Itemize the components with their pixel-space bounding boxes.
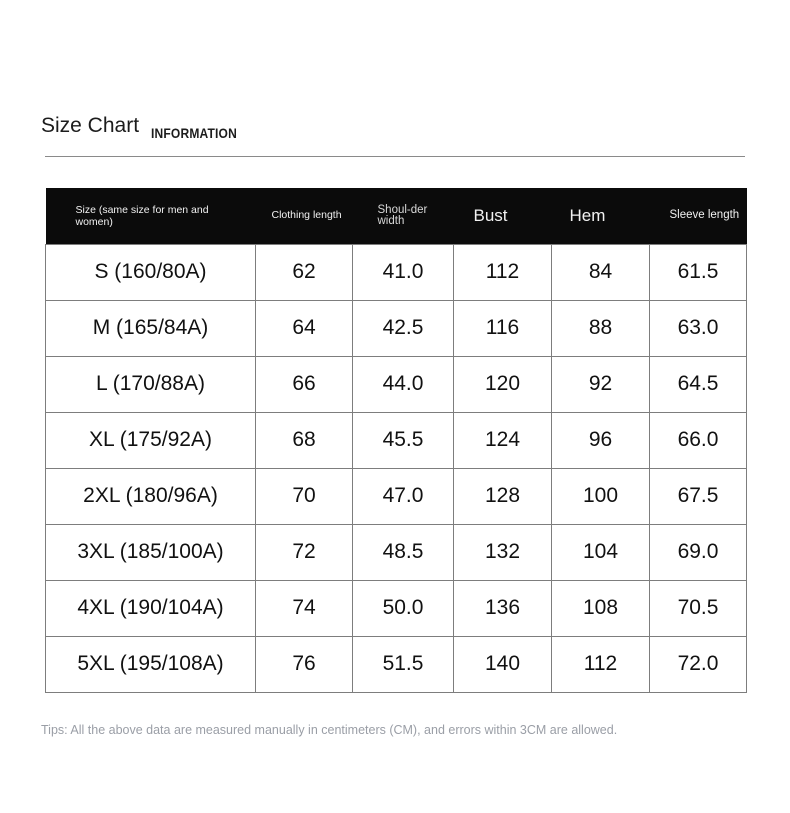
cell-shoulder-width: 51.5	[353, 636, 454, 692]
table-row	[46, 244, 747, 300]
table-row	[46, 356, 747, 412]
cell-shoulder-width: 44.0	[353, 356, 454, 412]
cell-clothing-length: 66	[256, 356, 353, 412]
cell-size: S (160/80A)	[46, 244, 256, 300]
column-header-bust: Bust	[473, 205, 508, 225]
cell-sleeve-length: 63.0	[650, 300, 747, 356]
table-body	[46, 244, 747, 692]
table-row	[46, 468, 747, 524]
page-title: Size Chart	[41, 114, 140, 137]
cell-bust: 116	[454, 300, 552, 356]
cell-shoulder-width: 48.5	[353, 524, 454, 580]
cell-sleeve-length: 64.5	[650, 356, 747, 412]
cell-clothing-length: 74	[256, 580, 353, 636]
title-divider	[45, 156, 745, 157]
column-header-clothing-length: Clothing length	[271, 209, 342, 222]
cell-clothing-length: 64	[256, 300, 353, 356]
cell-shoulder-width: 50.0	[353, 580, 454, 636]
size-table	[45, 188, 747, 693]
cell-bust: 136	[454, 580, 552, 636]
column-header-shoulder-width: Shoul-der width	[377, 203, 428, 227]
page-subtitle: INFORMATION	[151, 125, 237, 141]
column-header-hem: Hem	[569, 205, 606, 225]
table-header	[46, 188, 747, 244]
cell-shoulder-width: 45.5	[353, 412, 454, 468]
cell-clothing-length: 70	[256, 468, 353, 524]
table-row	[46, 580, 747, 636]
cell-hem: 88	[552, 300, 650, 356]
table-row	[46, 636, 747, 692]
cell-bust: 140	[454, 636, 552, 692]
column-header-size: Size (same size for men and women)	[75, 203, 209, 228]
cell-size: 3XL (185/100A)	[46, 524, 256, 580]
cell-hem: 100	[552, 468, 650, 524]
table-row	[46, 300, 747, 356]
cell-size: L (170/88A)	[46, 356, 256, 412]
cell-sleeve-length: 61.5	[650, 244, 747, 300]
cell-sleeve-length: 69.0	[650, 524, 747, 580]
cell-sleeve-length: 70.5	[650, 580, 747, 636]
cell-sleeve-length: 66.0	[650, 412, 747, 468]
cell-bust: 132	[454, 524, 552, 580]
cell-bust: 128	[454, 468, 552, 524]
cell-size: 2XL (180/96A)	[46, 468, 256, 524]
cell-hem: 108	[552, 580, 650, 636]
cell-size: XL (175/92A)	[46, 412, 256, 468]
cell-hem: 84	[552, 244, 650, 300]
cell-clothing-length: 72	[256, 524, 353, 580]
cell-size: M (165/84A)	[46, 300, 256, 356]
measurement-tips: Tips: All the above data are measured manually in centimeters (CM), and errors within 3CM are allowed.	[41, 723, 618, 737]
column-header-sleeve-length: Sleeve length	[669, 209, 740, 222]
cell-shoulder-width: 41.0	[353, 244, 454, 300]
cell-size: 5XL (195/108A)	[46, 636, 256, 692]
header-row	[46, 188, 747, 244]
cell-hem: 104	[552, 524, 650, 580]
cell-size: 4XL (190/104A)	[46, 580, 256, 636]
table-row	[46, 412, 747, 468]
cell-hem: 112	[552, 636, 650, 692]
cell-hem: 92	[552, 356, 650, 412]
cell-shoulder-width: 47.0	[353, 468, 454, 524]
cell-bust: 120	[454, 356, 552, 412]
table-row	[46, 524, 747, 580]
cell-clothing-length: 68	[256, 412, 353, 468]
cell-shoulder-width: 42.5	[353, 300, 454, 356]
cell-clothing-length: 62	[256, 244, 353, 300]
cell-bust: 112	[454, 244, 552, 300]
size-chart-heading	[41, 112, 251, 140]
cell-sleeve-length: 72.0	[650, 636, 747, 692]
cell-clothing-length: 76	[256, 636, 353, 692]
cell-sleeve-length: 67.5	[650, 468, 747, 524]
cell-hem: 96	[552, 412, 650, 468]
cell-bust: 124	[454, 412, 552, 468]
